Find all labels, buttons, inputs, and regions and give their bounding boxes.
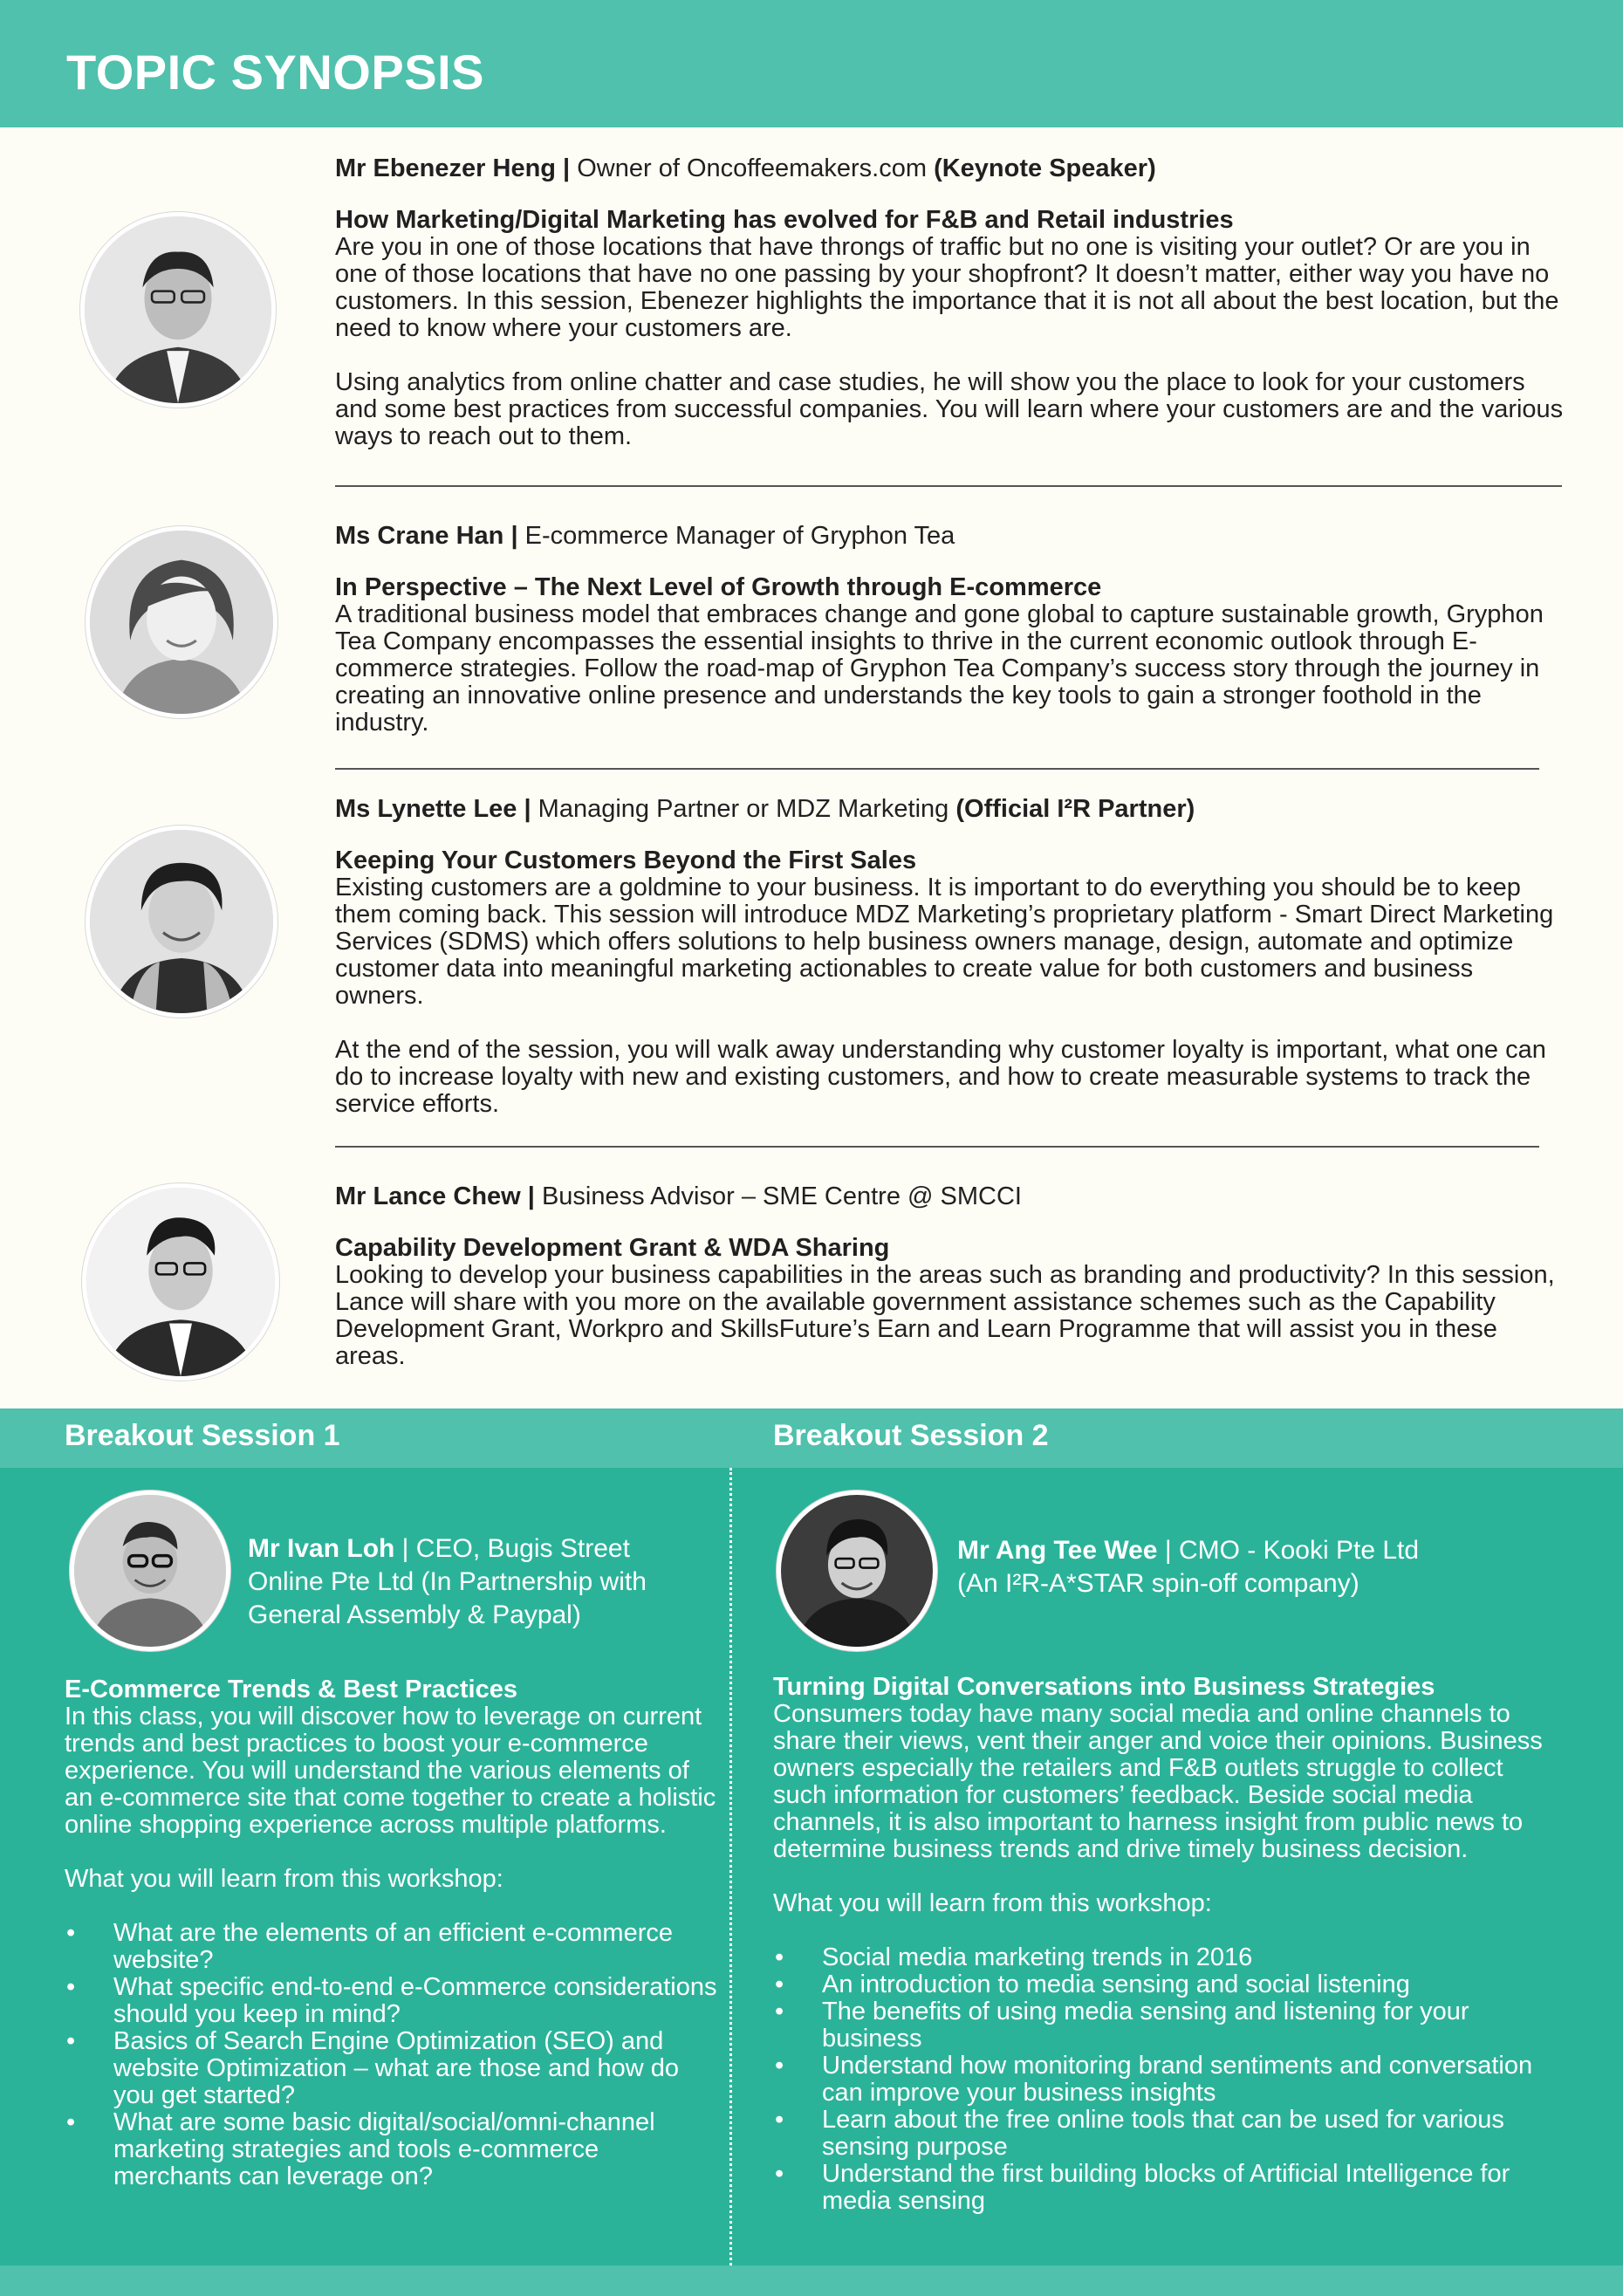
bullet-icon: • (66, 2108, 76, 2136)
breakout-speaker-role: General Assembly & Paypal) (248, 1600, 581, 1629)
breakout-talk-title: Turning Digital Conversations into Business Strategies (773, 1673, 1435, 1701)
workshop-bullets (65, 1920, 719, 2190)
breakout-speaker-role: | CEO, Bugis Street (394, 1534, 630, 1563)
talk-description: Are you in one of those locations that have throngs of traffic but no one is visiting your outlet? Or are you in one of those locations that have no one passing by your shopfront? It doesn’t matter, either way you have no customers. In this session, Ebenezer highlights the importance that it is not all about the best location, but the need to know where your customers are. (335, 233, 1559, 342)
workshop-learn-label: What you will learn from this workshop: (65, 1865, 503, 1893)
speaker-role: E-commerce Manager of Gryphon Tea (517, 522, 955, 550)
speaker-role: Managing Partner or MDZ Marketing (531, 795, 956, 823)
breakout-speaker-name: Mr Ivan Loh (248, 1534, 395, 1563)
talk-description: Existing customers are a goldmine to your business. It is important to do everything you should be to keep them coming back. This session will introduce MDZ Marketing’s proprietary platform - Smart Direct Marketing Services (SDMS) which offers solutions to help business owners manage, design, automate and optimize customer data into meaningful marketing actionables to create value for both customers and business owners. (335, 874, 1554, 1010)
breakout-talk-title: E-Commerce Trends & Best Practices (65, 1676, 517, 1703)
header-banner (0, 0, 1623, 127)
talk-title: In Perspective – The Next Level of Growth through E-commerce (335, 573, 1102, 601)
breakout-speaker-role: | CMO - Kooki Pte Ltd (1157, 1536, 1420, 1565)
bullet-item: • What specific end-to-end e-Commerce considerations should you keep in mind? (66, 1973, 717, 2028)
bullet-icon: • (775, 1943, 784, 1971)
person-portrait-icon (90, 830, 273, 1013)
speaker-name: Mr Lance Chew | (335, 1182, 535, 1210)
bullet-item: • What are some basic digital/social/omni-channel marketing strategies and tools e-commerce merchants can leverage on? (66, 2108, 655, 2190)
talk-title: How Marketing/Digital Marketing has evolved for F&B and Retail industries (335, 206, 1234, 234)
person-portrait-icon (781, 1495, 933, 1647)
talk-description: Using analytics from online chatter and case studies, he will show you the place to look for your customers and some best practices from successful companies. You will learn where your customers are and the various ways to reach out to them. (335, 368, 1564, 450)
speaker-role: Owner of Oncoffeemakers.com (570, 154, 935, 182)
speaker-tag: (Keynote Speaker) (934, 154, 1156, 182)
bullet-icon: • (775, 2052, 784, 2080)
bullet-item: • Learn about the free online tools that can be used for various sensing purpose (775, 2106, 1504, 2161)
bullet-icon: • (775, 2160, 784, 2188)
speaker-name: Ms Lynette Lee | (335, 795, 531, 823)
bullet-icon: • (66, 2027, 76, 2055)
speaker-line (335, 521, 1565, 551)
speaker-photo-lance (82, 1183, 279, 1381)
talk-description: At the end of the session, you will walk away understanding why customer loyalty is important, what one can do to increase loyalty with new and existing customers, and how to create measurable systems to track the service efforts. (335, 1036, 1546, 1118)
bullet-item: • Understand the first building blocks of Artificial Intelligence for media sensing (775, 2160, 1510, 2215)
bullet-icon: • (775, 2106, 784, 2134)
talk-description: A traditional business model that embraces change and gone global to capture sustainable growth, Gryphon Tea Company encompasses the essential insights to thrive in the current economic outlook through E-commerce strategies. Follow the road-map of Gryphon Tea Company’s success story through the journey in creating an innovative online presence and understands the key tools to gain a stronger foothold in the industry. (335, 600, 1544, 737)
bullet-icon: • (775, 1998, 784, 2025)
speaker-tag: (Official I²R Partner) (955, 795, 1195, 823)
person-portrait-icon (74, 1495, 226, 1647)
speaker-line (335, 794, 1565, 824)
speaker-line (335, 1182, 1565, 1211)
bullet-icon: • (66, 1973, 76, 2001)
speaker-name: Ms Crane Han | (335, 522, 518, 550)
section-divider (335, 1146, 1539, 1148)
workshop-bullets (773, 1944, 1558, 2215)
talk-description: Looking to develop your business capabilities in the areas such as branding and productivity? In this session, Lance will share with you more on the available government assistance schemes such as the Capability Development Grant, Workpro and SkillsFuture’s Earn and Learn Programme that will assist you in these areas. (335, 1261, 1555, 1370)
footer-band (0, 2265, 1623, 2296)
breakout-content-2 (773, 1674, 1558, 2215)
breakout-speaker-name: Mr Ang Tee Wee (957, 1536, 1158, 1565)
person-portrait-icon (90, 531, 273, 714)
breakout-speaker-1 (248, 1532, 647, 1632)
speaker-photo-ebenezer (80, 212, 276, 408)
talk-title: Capability Development Grant & WDA Sharing (335, 1234, 890, 1262)
breakout-speaker-2 (957, 1534, 1419, 1600)
bullet-item: • Social media marketing trends in 2016 (775, 1943, 1253, 1971)
workshop-learn-label: What you will learn from this workshop: (773, 1889, 1212, 1917)
speaker-role: Business Advisor – SME Centre @ SMCCI (534, 1182, 1022, 1210)
person-portrait-icon (85, 216, 271, 403)
bullet-item: • Basics of Search Engine Optimization (SEO) and website Optimization – what are those and how do you get started? (66, 2027, 680, 2109)
breakout-content-1 (65, 1676, 719, 2190)
bullet-item: • Understand how monitoring brand sentiments and conversation can improve your business insights (775, 2052, 1533, 2107)
breakout-divider (729, 1468, 732, 2265)
breakout-photo-ivan (70, 1491, 230, 1651)
breakout-title-2: Breakout Session 2 (773, 1419, 1049, 1452)
bullet-icon: • (775, 1970, 784, 1998)
talk-title: Keeping Your Customers Beyond the First Sales (335, 846, 917, 874)
breakout-speaker-role: Online Pte Ltd (In Partnership with (248, 1567, 647, 1596)
bullet-item: • An introduction to media sensing and social listening (775, 1970, 1410, 1998)
bullet-item: • The benefits of using media sensing and listening for your business (775, 1998, 1469, 2053)
speaker-name: Mr Ebenezer Heng | (335, 154, 571, 182)
speaker-line (335, 154, 1565, 183)
person-portrait-icon (86, 1188, 275, 1376)
breakout-description: In this class, you will discover how to leverage on current trends and best practices to boost your e-commerce experience. You will understand the various elements of an e-commerce site that come together to create a holistic online shopping experience across multiple platforms. (65, 1703, 716, 1839)
breakout-description: Consumers today have many social media and online channels to share their views, vent their anger and voice their opinions. Business owners especially the retailers and F&B outlets struggle to collect such information for customers’ feedback. Beside social media channels, it is also important to harness insight from public news to determine business trends and drive timely business decision. (773, 1700, 1543, 1863)
page-title: TOPIC SYNOPSIS (66, 45, 484, 99)
section-divider (335, 768, 1539, 770)
speaker-photo-crane (86, 526, 277, 718)
breakout-speaker-role: (An I²R-A*STAR spin-off company) (957, 1569, 1359, 1598)
speaker-photo-lynette (86, 826, 277, 1018)
bullet-item: • What are the elements of an efficient e-commerce website? (66, 1919, 673, 1974)
bullet-icon: • (66, 1919, 76, 1947)
section-divider (335, 485, 1562, 487)
breakout-title-1: Breakout Session 1 (65, 1419, 340, 1452)
breakout-photo-ang (777, 1491, 937, 1651)
